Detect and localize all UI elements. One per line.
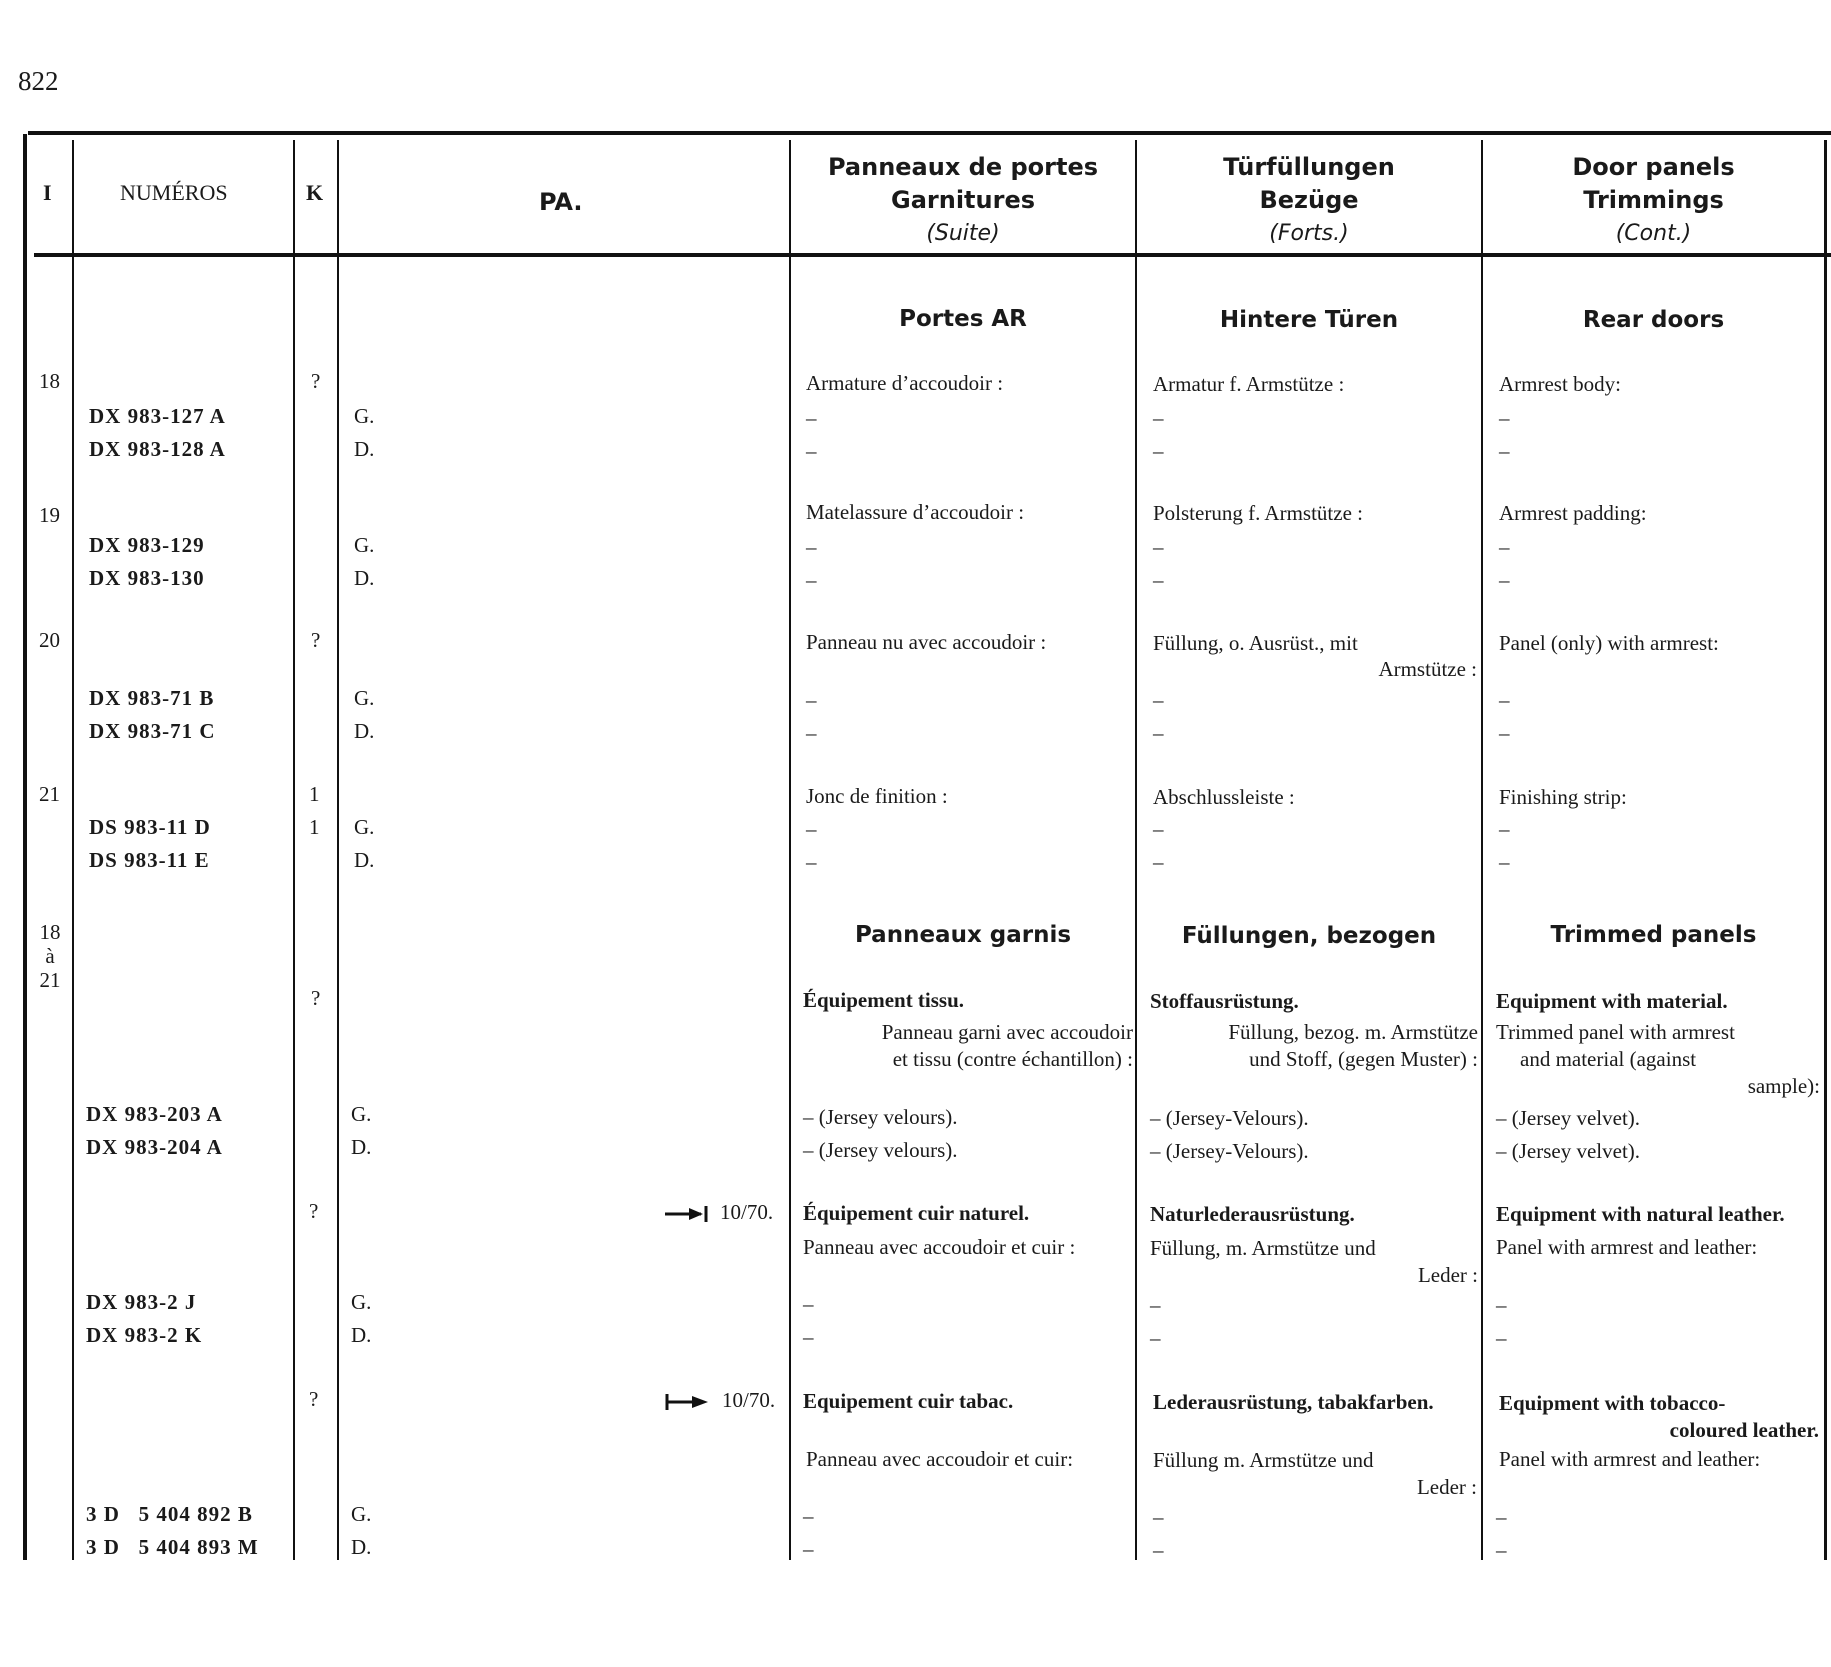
ditto-fr: – [803,1537,814,1561]
pa-side: G. [351,1102,372,1126]
header-fr-line3: (Suite) [926,221,1000,246]
ditto-fr: – [803,1504,814,1528]
desc-en-tobacco: Panel with armrest and leather: [1499,1447,1761,1471]
title-fr-tobacco: Equipement cuir tabac. [803,1389,1014,1413]
section-fr-trimmed: Panneaux garnis [854,922,1072,948]
pa-date: 10/70. [722,1388,776,1412]
header-en [1483,151,1824,250]
pa-date: 10/70. [720,1200,774,1224]
desc-fr-tissu [803,1019,1133,1073]
ditto-en: – [1499,439,1510,463]
desc-de-natural-line2: Leder : [1417,1263,1478,1287]
quantity: 1 [309,782,320,806]
table-top-rule [28,131,1831,135]
desc-de-line2: Armstütze : [1378,657,1477,681]
desc-de-tobacco-line2: Leder : [1416,1475,1477,1499]
ditto-fr: – [806,406,817,430]
ditto-de: – [1153,721,1164,745]
title-de-tobacco: Lederausrüstung, tabakfarben. [1153,1390,1434,1414]
pa-side: D. [354,437,375,461]
ditto-de: – [1153,406,1164,430]
desc-fr-tissu-line2: et tissu (contre échantillon) : [892,1047,1133,1071]
part-number: DS 983-11 D [89,815,211,839]
desc-en: Armrest padding: [1499,501,1647,525]
range-from: 18 [39,920,61,944]
pa-side: D. [354,719,375,743]
section-de-rear-doors: Hintere Türen [1219,307,1399,333]
table-left-border [23,134,27,1560]
pa-side: G. [354,533,375,557]
header-col-k: K [306,180,324,205]
header-col-i: I [43,180,52,205]
desc-en: Finishing strip: [1499,785,1627,809]
quantity: ? [309,1199,319,1223]
title-fr-tissu: Équipement tissu. [803,988,965,1012]
part-number: DX 983-127 A [89,404,226,428]
header-bottom-rule [34,253,1831,257]
pa-side: G. [351,1502,372,1526]
ditto-fr: – [806,817,817,841]
ditto-de: – [1153,439,1164,463]
title-en-tobacco-line2: coloured leather. [1669,1418,1819,1442]
header-col-pa: PA. [539,188,583,216]
section-en-rear-doors: Rear doors [1582,307,1725,333]
header-de [1137,151,1481,250]
pa-side: G. [354,686,375,710]
ditto-en: – (Jersey velvet). [1496,1106,1641,1130]
col-divider-num [293,140,295,1560]
ditto-en: – [1496,1538,1507,1562]
section-en-trimmed: Trimmed panels [1550,922,1757,948]
ditto-fr: – [806,535,817,559]
arrow-to-bar-icon [663,1204,711,1224]
desc-fr: Panneau nu avec accoudoir : [806,630,1047,654]
ditto-de: – [1153,535,1164,559]
title-en-tobacco [1499,1390,1819,1444]
desc-en: Panel (only) with armrest: [1499,631,1719,655]
ditto-de: – [1153,817,1164,841]
table-right-border [1824,140,1827,1560]
ditto-de: – [1150,1326,1161,1350]
ditto-fr: – [806,568,817,592]
pa-side: G. [354,404,375,428]
part-number: DX 983-2 K [86,1323,203,1347]
quantity: 1 [309,815,320,839]
desc-de: Polsterung f. Armstütze : [1153,501,1363,525]
range-to: 21 [39,968,61,992]
quantity: ? [309,1387,319,1411]
item-number: 18 [39,369,60,393]
desc-fr-tissu-line1: Panneau garni avec accoudoir [881,1020,1133,1044]
header-en-line1: Door panels [1572,153,1735,181]
ditto-en: – [1499,721,1510,745]
ditto-fr: – [806,439,817,463]
ditto-en: – [1496,1293,1507,1317]
desc-fr-natural: Panneau avec accoudoir et cuir : [803,1235,1076,1259]
desc-de-tissu-line2: und Stoff, (gegen Muster) : [1249,1047,1478,1071]
part-number: DX 983-204 A [86,1135,223,1159]
title-en-tissu: Equipment with material. [1496,989,1728,1013]
title-fr-natural: Équipement cuir naturel. [803,1201,1030,1225]
desc-de-natural-line1: Füllung, m. Armstütze und [1150,1236,1376,1260]
pa-side: D. [351,1535,372,1559]
ditto-de: – (Jersey-Velours). [1150,1139,1309,1163]
header-en-line3: (Cont.) [1615,221,1692,246]
ditto-en: – [1496,1326,1507,1350]
desc-de-tobacco [1153,1447,1477,1501]
ditto-fr: – [806,721,817,745]
ditto-de: – [1153,1505,1164,1529]
ditto-fr: – [806,688,817,712]
ditto-en: – [1499,817,1510,841]
desc-de-natural [1150,1235,1478,1289]
desc-de-tobacco-line1: Füllung m. Armstütze und [1153,1448,1374,1472]
part-number: DX 983-203 A [86,1102,223,1126]
pa-side: G. [354,815,375,839]
desc-en-tissu [1496,1019,1820,1100]
part-number: DX 983-2 J [86,1290,197,1314]
ditto-de: – [1150,1293,1161,1317]
section-de-trimmed: Füllungen, bezogen [1181,923,1437,949]
part-number: 3 D 5 404 892 B [86,1502,253,1526]
ditto-en: – [1499,850,1510,874]
range-sep: à [45,944,55,968]
col-divider-de [1481,140,1483,1560]
quantity: ? [311,369,321,393]
ditto-fr: – (Jersey velours). [803,1105,958,1129]
ditto-de: – [1153,688,1164,712]
header-de-line2: Bezüge [1259,186,1359,214]
part-number: DX 983-71 B [89,686,215,710]
header-fr-line1: Panneaux de portes [827,153,1099,181]
header-de-line3: (Forts.) [1269,221,1349,246]
col-divider-k [337,140,339,1560]
section-fr-rear-doors: Portes AR [899,306,1027,332]
desc-fr: Armature d’accoudoir : [806,371,1004,395]
part-number: 3 D 5 404 893 M [86,1535,259,1559]
part-number: DS 983-11 E [89,848,210,872]
col-divider-i [72,140,74,1560]
title-en-tobacco-line1: Equipment with tobacco- [1499,1391,1726,1415]
ditto-en: – [1499,688,1510,712]
ditto-en: – (Jersey velvet). [1496,1139,1641,1163]
desc-fr: Jonc de finition : [806,784,948,808]
desc-de: Abschlussleiste : [1153,785,1295,809]
header-col-numeros: NUMÉROS [120,180,228,205]
header-de-line1: Türfüllungen [1223,153,1395,181]
ditto-fr: – [806,850,817,874]
part-number: DX 983-128 A [89,437,226,461]
desc-de-tissu [1150,1019,1478,1073]
ditto-en: – [1499,568,1510,592]
item-number: 21 [39,782,60,806]
quantity: ? [311,986,321,1010]
col-divider-pa [789,140,791,1560]
pa-side: D. [354,848,375,872]
pa-side: G. [351,1290,372,1314]
desc-en-natural: Panel with armrest and leather: [1496,1235,1758,1259]
ditto-fr: – [803,1325,814,1349]
ditto-en: – [1499,406,1510,430]
desc-en: Armrest body: [1499,372,1621,396]
ditto-de: – [1153,850,1164,874]
desc-en-tissu-line2: and material (against [1520,1047,1697,1071]
bar-to-arrow-icon [664,1392,712,1412]
title-en-natural: Equipment with natural leather. [1496,1202,1785,1226]
header-fr [791,151,1135,250]
ditto-de: – [1153,568,1164,592]
desc-de-line1: Füllung, o. Ausrüst., mit [1153,631,1358,655]
desc-en-tissu-line3: sample): [1747,1074,1820,1098]
ditto-fr: – [803,1292,814,1316]
ditto-en: – [1499,535,1510,559]
ditto-en: – [1496,1505,1507,1529]
desc-fr: Matelassure d’accoudoir : [806,500,1025,524]
part-number: DX 983-130 [89,566,205,590]
desc-de-tissu-line1: Füllung, bezog. m. Armstütze [1228,1020,1478,1044]
title-de-natural: Naturlederausrüstung. [1150,1202,1355,1226]
item-number: 20 [39,628,60,652]
ditto-fr: – (Jersey velours). [803,1138,958,1162]
header-fr-line2: Garnitures [891,186,1035,214]
part-number: DX 983-71 C [89,719,216,743]
quantity: ? [311,628,321,652]
pa-side: D. [351,1135,372,1159]
col-divider-fr [1135,140,1137,1560]
desc-de: Armatur f. Armstütze : [1153,372,1345,396]
title-de-tissu: Stoffausrüstung. [1150,989,1299,1013]
part-number: DX 983-129 [89,533,205,557]
ditto-de: – [1153,1538,1164,1562]
desc-en-tissu-line1: Trimmed panel with armrest [1496,1020,1735,1044]
item-number: 19 [39,503,60,527]
page-number: 822 [18,66,59,96]
desc-fr-tobacco: Panneau avec accoudoir et cuir: [806,1447,1074,1471]
pa-side: D. [354,566,375,590]
item-range [39,920,61,992]
header-en-line2: Trimmings [1583,186,1724,214]
ditto-de: – (Jersey-Velours). [1150,1106,1309,1130]
pa-side: D. [351,1323,372,1347]
